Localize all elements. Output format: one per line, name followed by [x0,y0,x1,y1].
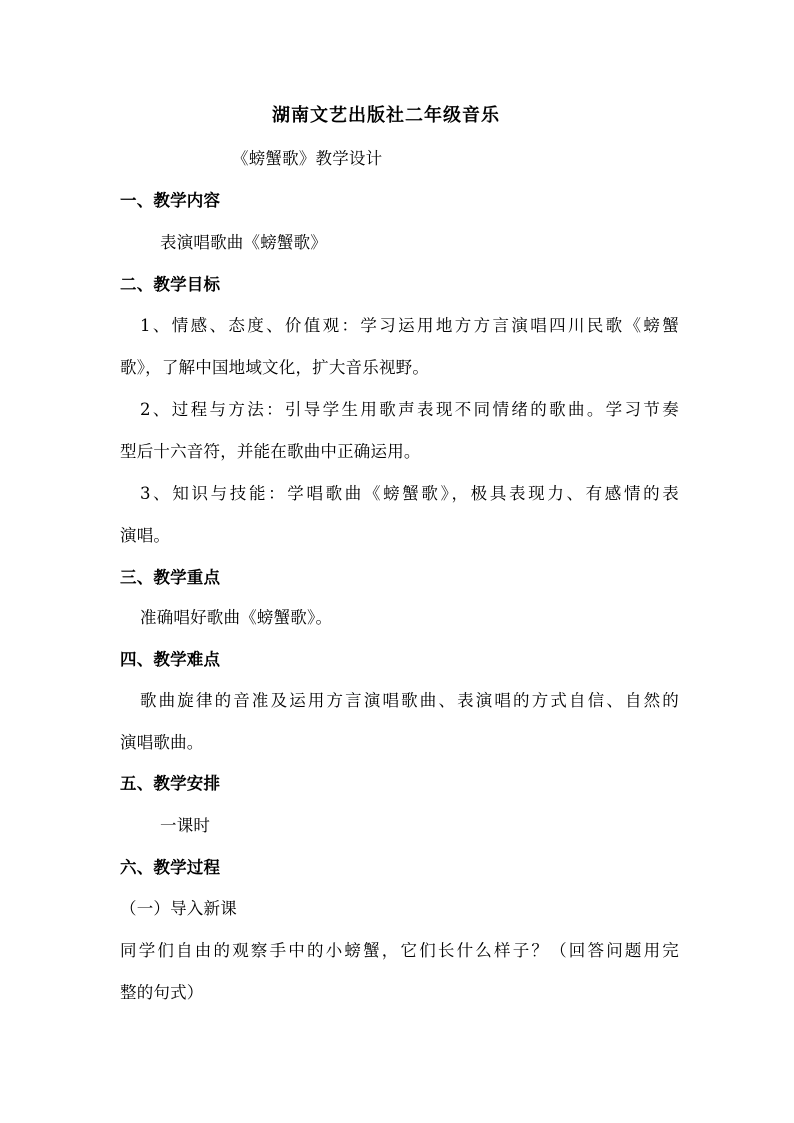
section-heading-difficulties: 四、教学难点 [120,650,221,669]
difficulties-line-1: 歌曲旋律的音准及运用方言演唱歌曲、表演唱的方式自信、自然的 [140,691,679,710]
section-heading-content: 一、教学内容 [120,191,221,210]
section-heading-arrangement: 五、教学安排 [120,774,221,793]
section-heading-process: 六、教学过程 [120,858,221,877]
objective-line-1: 1、情感、态度、价值观：学习运用地方方言演唱四川民歌《螃蟹 [140,316,679,335]
objective-line-6: 演唱。 [120,526,171,545]
difficulties-line-2: 演唱歌曲。 [120,733,204,752]
objective-line-4: 型后十六音符，并能在歌曲中正确运用。 [120,442,421,461]
content-line-1: 表演唱歌曲《螃蟹歌》 [160,233,327,252]
document-title: 湖南文艺出版社二年级音乐 [272,105,500,126]
objective-line-5: 3、知识与技能：学唱歌曲《螃蟹歌》，极具表现力、有感情的表 [140,484,679,503]
document-subtitle: 《螃蟹歌》教学设计 [232,149,383,168]
arrangement-line-1: 一课时 [160,816,211,835]
process-subheading: （一）导入新课 [120,899,237,918]
section-heading-objectives: 二、教学目标 [120,275,221,294]
process-line-1: 同学们自由的观察手中的小螃蟹，它们长什么样子？（回答问题用完 [120,941,679,960]
section-heading-key-points: 三、教学重点 [120,568,221,587]
process-line-2: 整的句式） [120,983,204,1002]
objective-line-2: 歌》，了解中国地域文化，扩大音乐视野。 [120,358,430,377]
key-points-line-1: 准确唱好歌曲《螃蟹歌》。 [140,608,333,627]
objective-line-3: 2、过程与方法：引导学生用歌声表现不同情绪的歌曲。学习节奏 [140,400,679,419]
